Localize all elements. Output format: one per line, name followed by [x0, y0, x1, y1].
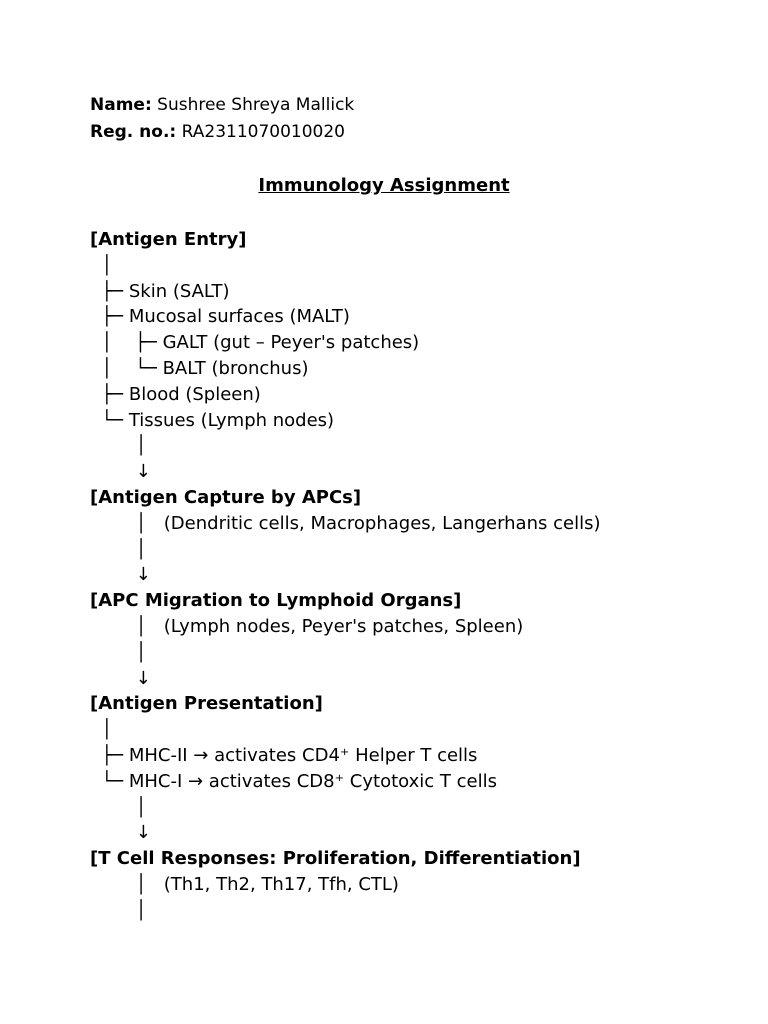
flow-line: └─ MHC-I → activates CD8⁺ Cytotoxic T cells	[90, 770, 497, 792]
reg-value: RA2311070010020	[176, 122, 345, 142]
flow-line: ├─ Skin (SALT)	[90, 280, 230, 302]
flow-line: ↓	[90, 461, 151, 483]
flow-line: │	[90, 435, 147, 457]
flow-line: ↓	[90, 667, 151, 689]
flow-stage-heading: [APC Migration to Lymphoid Organs]	[90, 590, 462, 612]
flow-line: │	[90, 641, 147, 663]
name-value: Sushree Shreya Mallick	[151, 95, 355, 115]
flow-line: ├─ MHC-II → activates CD4⁺ Helper T cells	[90, 745, 478, 766]
flow-line: ├─ Blood (Spleen)	[90, 383, 261, 405]
flow-stage-heading: [Antigen Entry]	[90, 229, 247, 250]
student-name-line	[90, 93, 354, 117]
flow-line: ├─ Mucosal surfaces (MALT)	[90, 306, 350, 328]
flow-stage-heading: [Antigen Capture by APCs]	[90, 487, 362, 508]
flow-line: └─ Tissues (Lymph nodes)	[90, 409, 335, 431]
flow-line: ↓	[90, 822, 151, 844]
flow-stage-heading: [Antigen Presentation]	[90, 693, 323, 715]
flow-line: │ (Dendritic cells, Macrophages, Langerhans cells)	[90, 512, 601, 534]
flow-line: │	[90, 254, 113, 276]
flow-line: │	[90, 538, 147, 560]
flow-line: │	[90, 899, 147, 921]
reg-label: Reg. no.:	[90, 122, 177, 142]
flow-line: │ ├─ GALT (gut – Peyer's patches)	[90, 332, 420, 354]
flow-line: │ (Th1, Th2, Th17, Tfh, CTL)	[90, 874, 399, 895]
flow-line: ↓	[90, 564, 151, 586]
flow-line: │ └─ BALT (bronchus)	[90, 358, 309, 379]
flow-stage-heading: [T Cell Responses: Proliferation, Differentiation]	[90, 848, 581, 870]
flow-line: │ (Lymph nodes, Peyer's patches, Spleen)	[90, 616, 524, 637]
document-title: Immunology Assignment	[258, 175, 510, 196]
name-label: Name:	[90, 95, 152, 115]
reg-number-line	[90, 120, 345, 144]
flow-line: │	[90, 796, 147, 818]
flow-line: │	[90, 719, 113, 741]
